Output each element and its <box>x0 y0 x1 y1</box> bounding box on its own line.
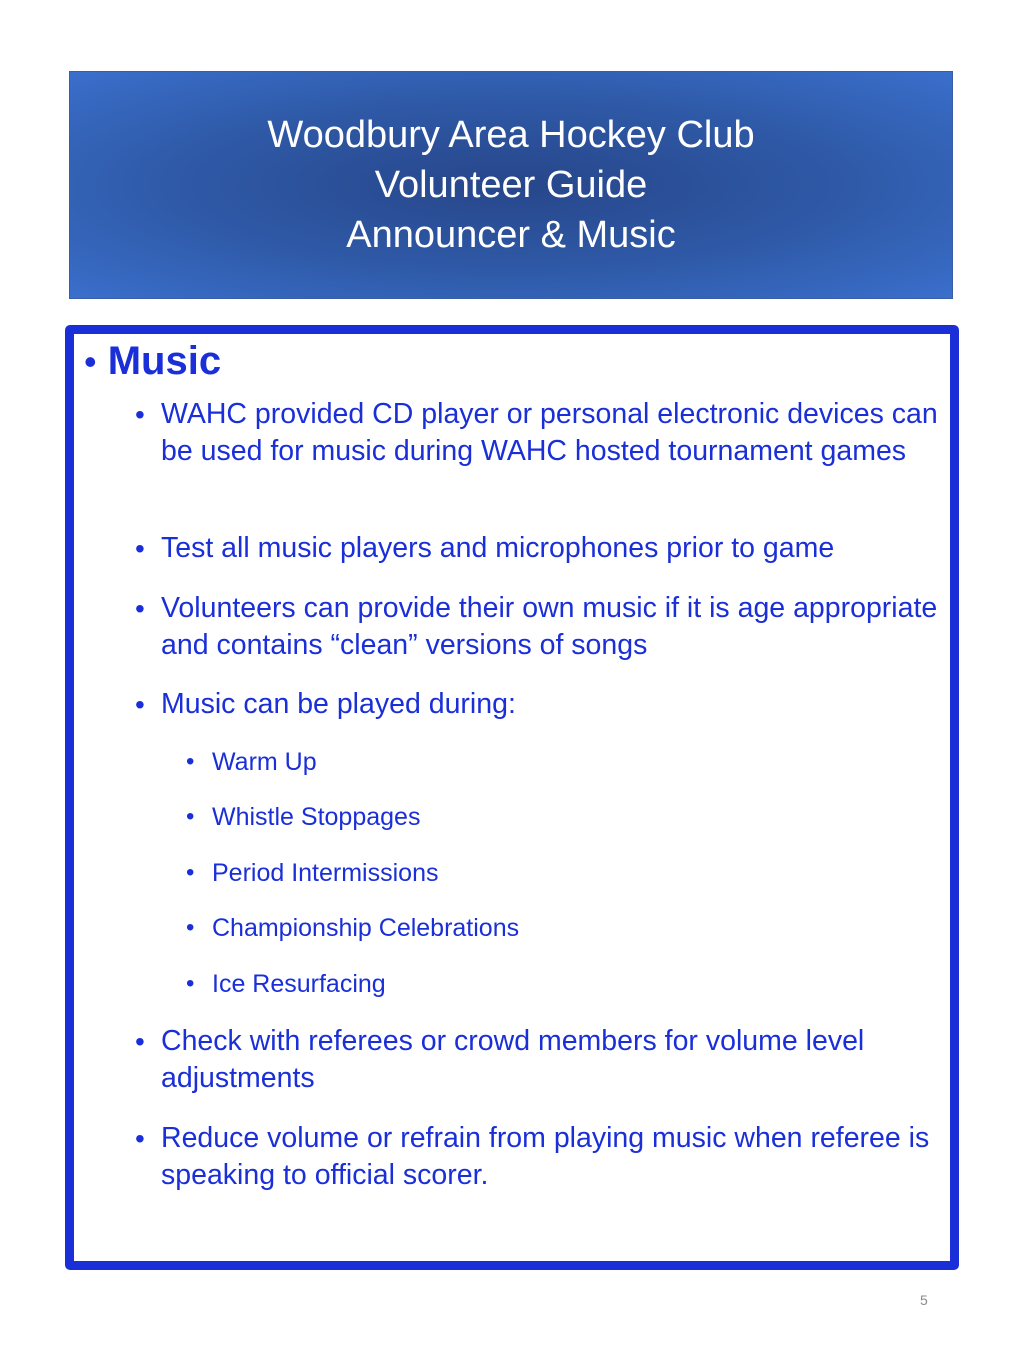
page-number: 5 <box>920 1292 928 1308</box>
sub-list-item: Whistle Stoppages <box>212 803 421 831</box>
list-item: Music can be played during: <box>161 688 516 720</box>
title-line-2: Volunteer Guide <box>374 164 648 206</box>
bullet-icon: • <box>135 1123 145 1154</box>
bullet-icon: • <box>135 1026 145 1057</box>
bullet-icon: • <box>135 593 145 624</box>
list-item: WAHC provided CD player or personal electronic devices can be used for music during WAHC hosted tournament games <box>161 398 938 467</box>
sub-list-item: Championship Celebrations <box>212 914 520 942</box>
bullet-icon: • <box>84 341 97 382</box>
bullet-icon: • <box>186 970 195 997</box>
section-heading-text: Music <box>107 339 222 383</box>
bullet-icon: • <box>186 803 195 830</box>
list-item: Volunteers can provide their own music if it is age appropriate and contains “clean” versions of songs <box>161 592 938 661</box>
bullet-icon: • <box>186 914 195 941</box>
list-item: Check with referees or crowd members for volume level adjustments <box>161 1025 865 1094</box>
list-item: Reduce volume or refrain from playing music when referee is speaking to official scorer. <box>161 1122 930 1191</box>
title-banner <box>69 71 953 299</box>
list-item: Test all music players and microphones prior to game <box>161 532 835 564</box>
bullet-icon: • <box>135 689 145 720</box>
title-line-1: Woodbury Area Hockey Club <box>267 114 755 156</box>
sub-list-item: Warm Up <box>212 748 317 776</box>
sub-list-item: Ice Resurfacing <box>212 970 386 998</box>
bullet-icon: • <box>135 399 145 430</box>
bullet-icon: • <box>135 533 145 564</box>
bullet-icon: • <box>186 859 195 886</box>
sub-list-item: Period Intermissions <box>212 859 439 887</box>
section-heading <box>84 337 221 386</box>
bullet-icon: • <box>186 748 195 775</box>
title-line-3: Announcer & Music <box>346 214 676 256</box>
